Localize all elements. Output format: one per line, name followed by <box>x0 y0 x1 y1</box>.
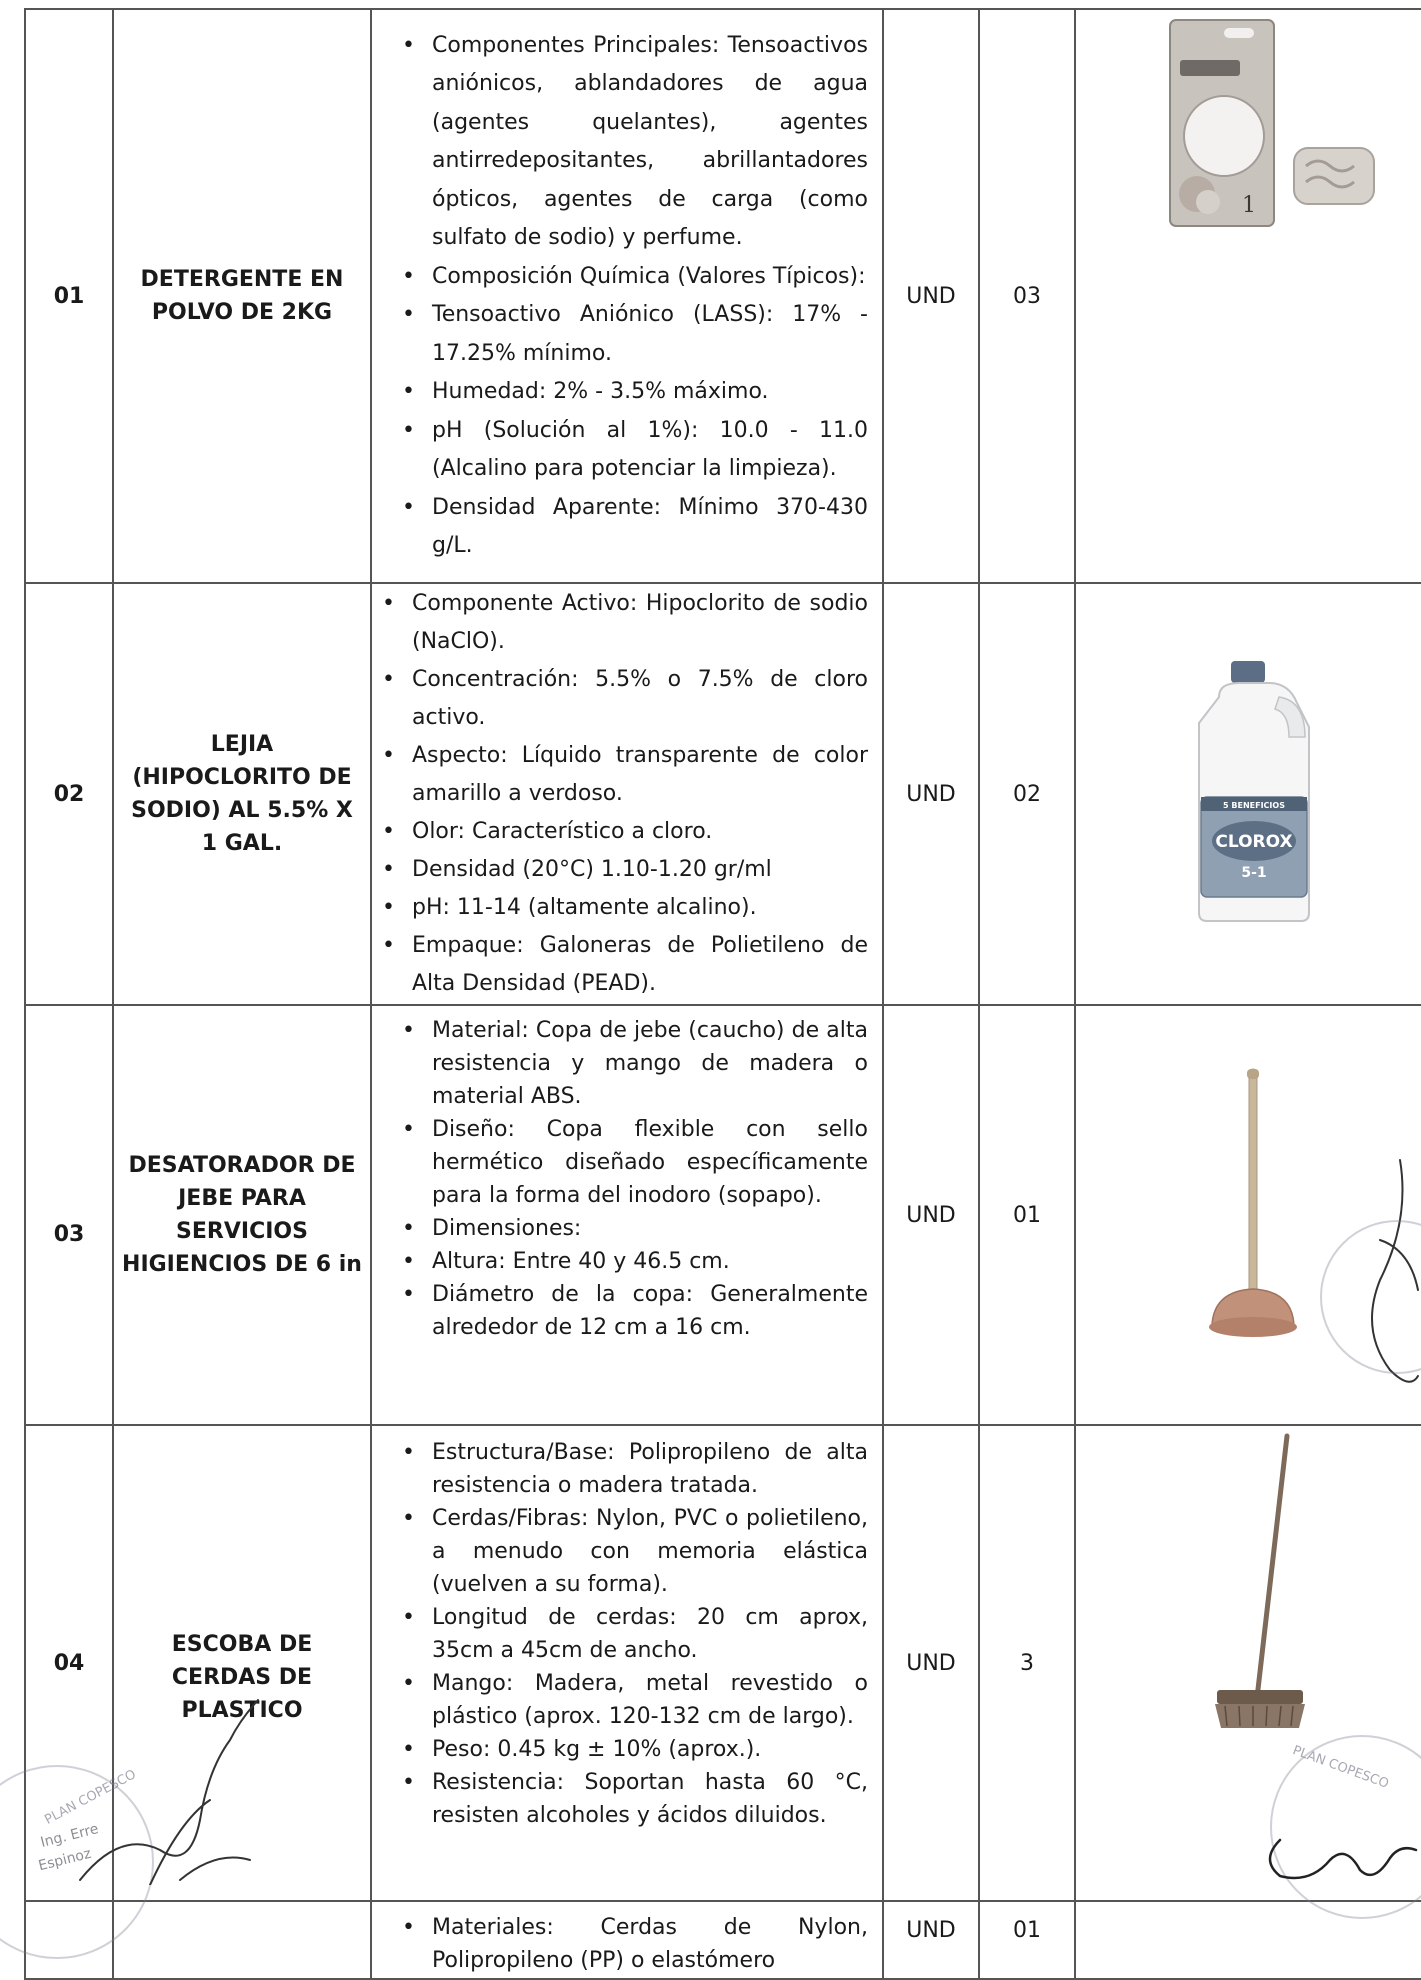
item-description <box>371 9 883 583</box>
item-description <box>371 583 883 1005</box>
description-list <box>372 1014 882 1344</box>
description-bullet: • Densidad (20°C) 1.10-1.20 gr/ml <box>412 851 868 889</box>
description-bullet: • Composición Química (Valores Típicos): <box>432 258 868 297</box>
description-bullet: • Materiales: Cerdas de Nylon, Polipropileno (PP) o elastómero <box>432 1911 868 1977</box>
description-bullet: • Peso: 0.45 kg ± 10% (aprox.). <box>432 1733 868 1766</box>
description-bullet: • Componentes Principales: Tensoactivos aniónicos, ablandadores de agua (agentes quelantes), agentes antirredepositantes, abrillantadores ópticos, agentes de carga (como sulfato de sodio) y perfume. <box>432 27 868 258</box>
item-quantity: 01 <box>979 1005 1075 1425</box>
stamp-right-text: PLAN COPESCO <box>1290 1743 1391 1792</box>
description-bullet: • Diseño: Copa flexible con sello hermético diseñado específicamente para la forma del inodoro (sopapo). <box>432 1113 868 1212</box>
item-description <box>371 1901 883 1979</box>
item-number: 02 <box>25 583 113 1005</box>
broom-image <box>1189 1432 1319 1732</box>
stamp-left-text: PLAN COPESCO <box>42 1767 139 1828</box>
description-list <box>372 27 882 566</box>
description-bullet: • Componente Activo: Hipoclorito de sodio (NaClO). <box>412 585 868 661</box>
description-bullet: • Aspecto: Líquido transparente de color amarillo a verdoso. <box>412 737 868 813</box>
description-bullet: • Resistencia: Soportan hasta 60 °C, resisten alcoholes y ácidos diluidos. <box>432 1766 868 1832</box>
item-description <box>371 1005 883 1425</box>
signature-left-text-2: Espinoz <box>36 1845 93 1875</box>
item-name: DETERGENTE EN POLVO DE 2KG <box>113 9 371 583</box>
plunger-image <box>1194 1063 1314 1363</box>
description-bullet: • Tensoactivo Aniónico (LASS): 17% - 17.25% mínimo. <box>432 296 868 373</box>
table-row <box>25 1901 1421 1979</box>
table-row <box>25 1005 1421 1425</box>
signature-left-text: Ing. Erre <box>38 1821 101 1851</box>
description-bullet: • Estructura/Base: Polipropileno de alta resistencia o madera tratada. <box>432 1436 868 1502</box>
item-image-cell <box>1075 9 1421 583</box>
description-bullet: • Cerdas/Fibras: Nylon, PVC o polietileno, a menudo con memoria elástica (vuelven a su forma). <box>432 1502 868 1601</box>
description-bullet: • Diámetro de la copa: Generalmente alrededor de 12 cm a 16 cm. <box>432 1278 868 1344</box>
bleach-label-brand: CLOROX <box>1215 832 1293 852</box>
item-unit: UND <box>883 583 979 1005</box>
item-number: 04 <box>25 1425 113 1901</box>
description-bullet: • Material: Copa de jebe (caucho) de alta resistencia y mango de madera o material ABS. <box>432 1014 868 1113</box>
description-bullet: • pH: 11-14 (altamente alcalino). <box>412 889 868 927</box>
description-bullet: • Dimensiones: <box>432 1212 868 1245</box>
description-bullet: • Longitud de cerdas: 20 cm aprox, 35cm a 45cm de ancho. <box>432 1601 868 1667</box>
item-name: LEJIA (HIPOCLORITO DE SODIO) AL 5.5% X 1 GAL. <box>113 583 371 1005</box>
item-quantity: 02 <box>979 583 1075 1005</box>
item-quantity: 3 <box>979 1425 1075 1901</box>
item-description <box>371 1425 883 1901</box>
item-unit: UND <box>883 9 979 583</box>
item-quantity: 03 <box>979 9 1075 583</box>
description-bullet: • Olor: Característico a cloro. <box>412 813 868 851</box>
description-bullet: • Empaque: Galoneras de Polietileno de Alta Densidad (PEAD). <box>412 927 868 1003</box>
item-name: ESCOBA DE CERDAS DE PLASTICO <box>113 1425 371 1901</box>
description-list <box>372 585 882 1003</box>
item-name: DESATORADOR DE JEBE PARA SERVICIOS HIGIENCIOS DE 6 in <box>113 1005 371 1425</box>
description-bullet: • Altura: Entre 40 y 46.5 cm. <box>432 1245 868 1278</box>
table-row <box>25 9 1421 583</box>
table-row <box>25 583 1421 1005</box>
bleach-jug-image <box>1179 657 1329 927</box>
item-number: 03 <box>25 1005 113 1425</box>
description-bullet: • Densidad Aparente: Mínimo 370-430 g/L. <box>432 489 868 566</box>
item-unit: UND <box>883 1005 979 1425</box>
bleach-label-top: 5 BENEFICIOS <box>1223 801 1285 810</box>
description-bullet: • Concentración: 5.5% o 7.5% de cloro activo. <box>412 661 868 737</box>
signature-left <box>40 1680 320 1885</box>
item-unit: UND <box>883 1425 979 1901</box>
item-name <box>113 1901 371 1979</box>
item-quantity: 01 <box>979 1901 1075 1979</box>
detergent-bag-image <box>1084 16 1421 246</box>
description-list <box>372 1436 882 1832</box>
item-unit: UND <box>883 1901 979 1979</box>
description-bullet: • Mango: Madera, metal revestido o plástico (aprox. 120-132 cm de largo). <box>432 1667 868 1733</box>
item-image-cell <box>1075 583 1421 1005</box>
item-number: 01 <box>25 9 113 583</box>
description-list <box>372 1903 882 1977</box>
description-bullet: • pH (Solución al 1%): 10.0 - 11.0 (Alcalino para potenciar la limpieza). <box>432 412 868 489</box>
signature-right <box>1250 1800 1421 1885</box>
bleach-label-bottom: 5-1 <box>1241 865 1267 881</box>
description-bullet: • Humedad: 2% - 3.5% máximo. <box>432 373 868 412</box>
svg-text:1: 1 <box>1242 193 1256 218</box>
